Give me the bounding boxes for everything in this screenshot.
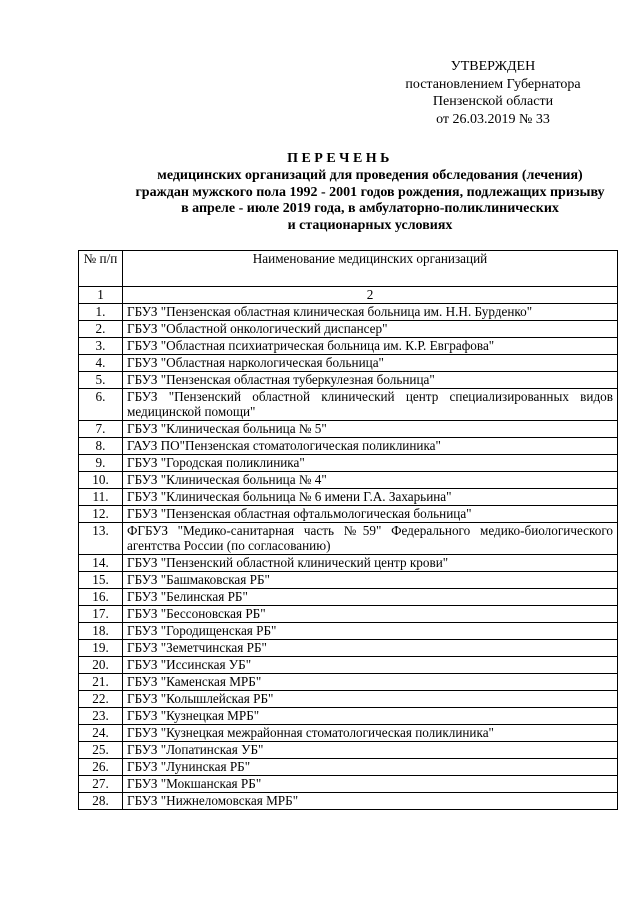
table-row [79,355,618,372]
table-row [79,674,618,691]
table-row [79,657,618,674]
organization-name: ГБУЗ "Нижнеломовская МРБ" [123,793,618,810]
column-number-1: 1 [79,287,123,304]
row-number: 3. [79,338,123,355]
table-row [79,691,618,708]
organization-name: ГБУЗ "Бессоновская РБ" [123,606,618,623]
row-number: 27. [79,776,123,793]
table-row [79,759,618,776]
approval-line-date: от 26.03.2019 № 33 [436,111,550,127]
organization-name: ГБУЗ "Городищенская РБ" [123,623,618,640]
row-number: 23. [79,708,123,725]
header-number-cell: № п/п [79,251,123,287]
organizations-table [78,250,618,810]
organization-name: ГБУЗ "Кузнецкая МРБ" [123,708,618,725]
row-number: 12. [79,506,123,523]
table-row [79,572,618,589]
organization-name: ГБУЗ "Мокшанская РБ" [123,776,618,793]
table-row [79,472,618,489]
row-number: 17. [79,606,123,623]
row-number: 11. [79,489,123,506]
column-numbers-row [79,287,618,304]
table-row [79,489,618,506]
row-number: 19. [79,640,123,657]
approval-stamp [388,58,598,128]
organization-name: ГБУЗ "Клиническая больница № 6 имени Г.А. Захарьина" [123,489,618,506]
table-row [79,321,618,338]
row-number: 6. [79,389,123,421]
row-number: 22. [79,691,123,708]
organization-name: ГБУЗ "Городская поликлиника" [123,455,618,472]
approval-line-region: Пензенской области [432,94,554,109]
organization-name: ГБУЗ "Клиническая больница № 5" [123,421,618,438]
organization-name: ГБУЗ "Башмаковская РБ" [123,572,618,589]
table-row [79,725,618,742]
column-number-2: 2 [123,287,618,304]
table-row [79,304,618,321]
table-row [79,589,618,606]
organization-name: ГБУЗ "Кузнецкая межрайонная стоматологическая поликлиника" [123,725,618,742]
row-number: 16. [79,589,123,606]
row-number: 21. [79,674,123,691]
table-row [79,793,618,810]
organization-name: ГБУЗ "Каменская МРБ" [123,674,618,691]
row-number: 24. [79,725,123,742]
organization-name: ГБУЗ "Пензенская областная туберкулезная больница" [123,372,618,389]
table-row [79,523,618,555]
row-number: 28. [79,793,123,810]
row-number: 9. [79,455,123,472]
table-row [79,640,618,657]
table-row [79,372,618,389]
row-number: 25. [79,742,123,759]
organization-name: ГБУЗ "Пензенский областной клинический центр крови" [123,555,618,572]
table-row [79,776,618,793]
table-row [79,389,618,421]
organization-name: ГБУЗ "Пензенский областной клинический центр специализированных видов медицинской помощи" [123,389,618,421]
table-row [79,555,618,572]
organization-name: ГБУЗ "Областной онкологический диспансер" [123,321,618,338]
organization-name: ГБУЗ "Белинская РБ" [123,589,618,606]
document-subtitle [60,168,640,234]
subtitle-line-4: и стационарных условиях [287,217,453,233]
row-number: 8. [79,438,123,455]
organization-name: ГБУЗ "Земетчинская РБ" [123,640,618,657]
row-number: 18. [79,623,123,640]
row-number: 7. [79,421,123,438]
row-number: 13. [79,523,123,555]
row-number: 4. [79,355,123,372]
organization-name: ГБУЗ "Лунинская РБ" [123,759,618,776]
table-row [79,338,618,355]
table-row [79,421,618,438]
organization-name: ГБУЗ "Колышлейская РБ" [123,691,618,708]
row-number: 5. [79,372,123,389]
row-number: 15. [79,572,123,589]
table-row [79,455,618,472]
organization-name: ГАУЗ ПО"Пензенская стоматологическая поликлиника" [123,438,618,455]
table-row [79,438,618,455]
organization-name: ФГБУЗ "Медико-санитарная часть №59" Федерального медико-биологического агентства России (по согласованию) [123,523,618,555]
table-row [79,742,618,759]
row-number: 1. [79,304,123,321]
table-row [79,606,618,623]
row-number: 26. [79,759,123,776]
header-name-cell: Наименование медицинских организаций [123,251,618,287]
subtitle-line-2: граждан мужского пола 1992 - 2001 годов рождения, подлежащих призыву [135,184,605,200]
row-number: 2. [79,321,123,338]
organization-name: ГБУЗ "Лопатинская УБ" [123,742,618,759]
table-row [79,708,618,725]
approval-line-approved: УТВЕРЖДЕН [450,59,536,74]
organization-name: ГБУЗ "Пензенская областная клиническая больница им. Н.Н. Бурденко" [123,304,618,321]
table-header-row [79,251,618,287]
table-row [79,506,618,523]
subtitle-line-3: в апреле - июле 2019 года, в амбулаторно-поликлинических [181,201,559,216]
organization-name: ГБУЗ "Иссинская УБ" [123,657,618,674]
table-row [79,623,618,640]
organization-name: ГБУЗ "Клиническая больница № 4" [123,472,618,489]
subtitle-line-1: медицинских организаций для проведения обследования (лечения) [157,168,583,183]
row-number: 10. [79,472,123,489]
organization-name: ГБУЗ "Пензенская областная офтальмологическая больница" [123,506,618,523]
row-number: 20. [79,657,123,674]
document-title: ПЕРЕЧЕНЬ [287,151,393,166]
organization-name: ГБУЗ "Областная наркологическая больница" [123,355,618,372]
approval-line-resolution: постановлением Губернатора [405,76,581,92]
row-number: 14. [79,555,123,572]
organization-name: ГБУЗ "Областная психиатрическая больница им. К.Р. Евграфова" [123,338,618,355]
